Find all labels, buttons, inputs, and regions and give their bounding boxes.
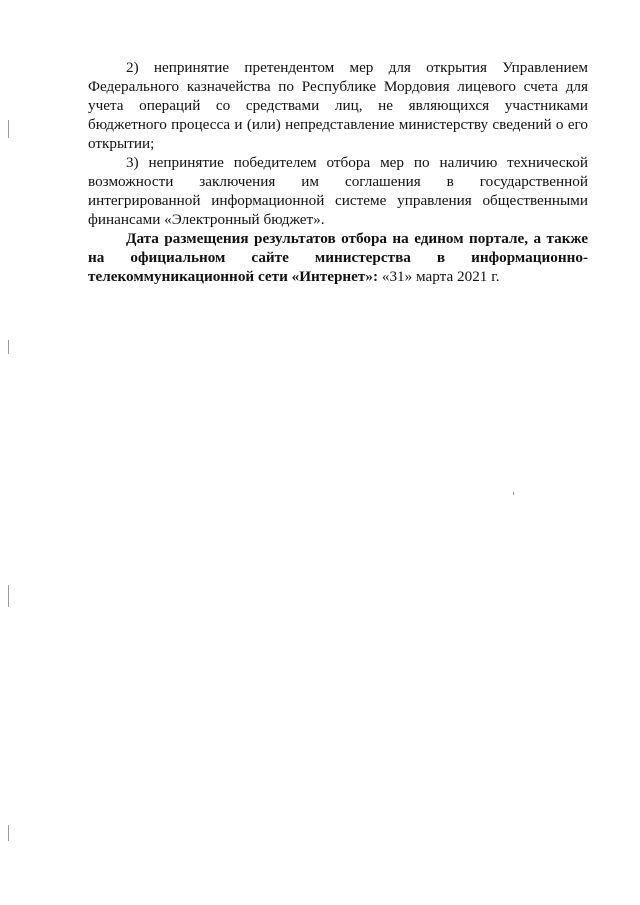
scan-artifact-2 [8, 340, 9, 354]
scan-artifact-5 [513, 492, 514, 495]
scan-artifact-4 [8, 825, 9, 841]
scan-artifact-1 [8, 120, 9, 138]
paragraph-result-date [88, 229, 588, 286]
result-date-text: «31» марта 2021 г. [381, 268, 500, 285]
document-body [88, 58, 588, 286]
paragraph-item-3: 3) непринятие победителем отбора мер по наличию технической возможности заключения им соглашения в государственной интегрированной информационной системе управления общественными финансами «Электронный бюджет». [88, 154, 588, 228]
scan-artifact-3 [8, 585, 9, 607]
result-heading-text: Дата размещения результатов отбора на едином портале, а также на официальном сайте министерства в информационно-телекоммуникационной сети «Интернет»: [88, 230, 588, 285]
paragraph-item-2: 2) непринятие претендентом мер для открытия Управлением Федерального казначейства по Республике Мордовия лицевого счета для учета операций со средствами лиц, не являющихся участниками бюджетного процесса и (или) непредставление министерству сведений о его открытии; [88, 59, 588, 152]
